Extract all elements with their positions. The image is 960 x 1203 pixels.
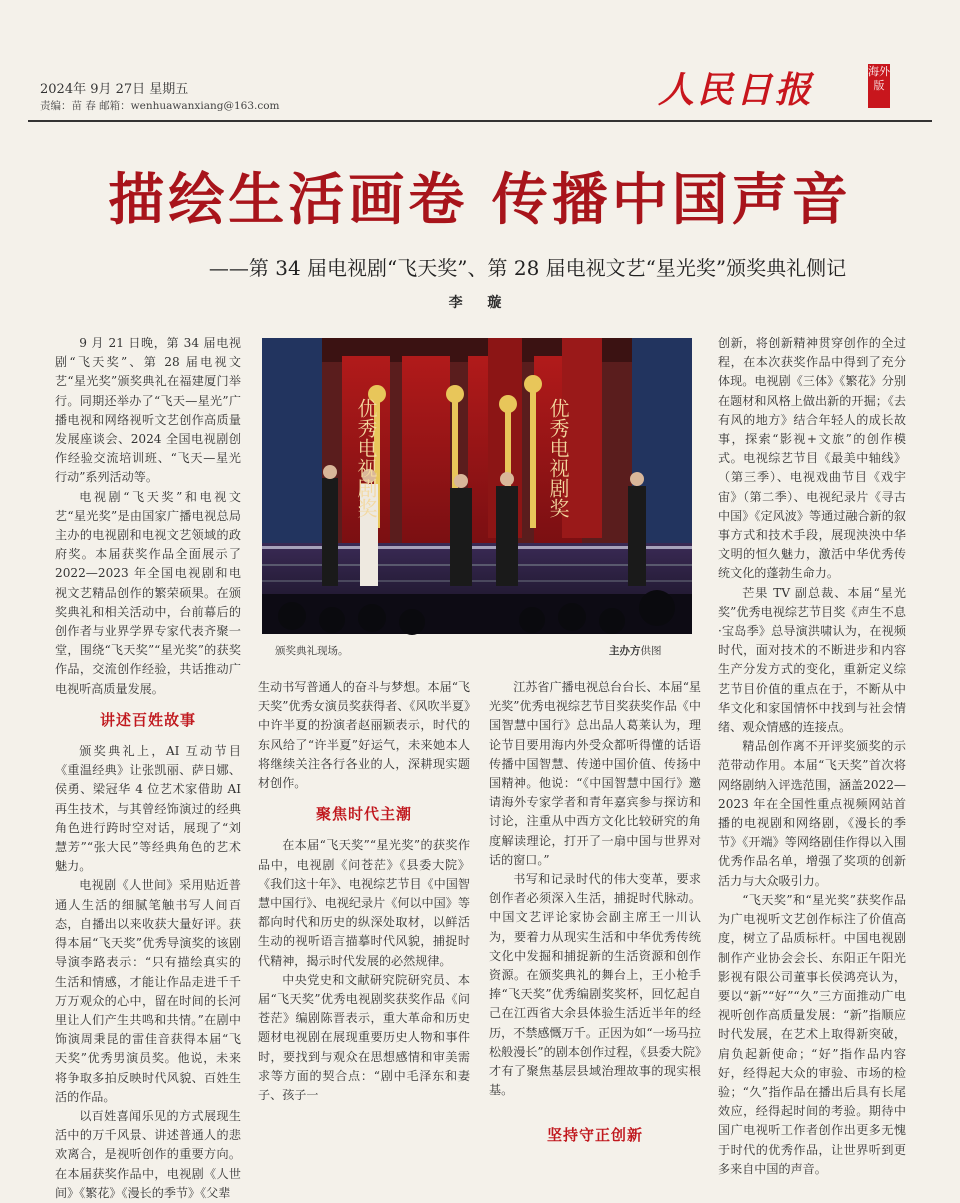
photo-caption: 颁奖典礼现场。	[275, 645, 349, 657]
paragraph: 以百姓喜闻乐见的方式展现生活中的万千风景、讲述普通人的悲欢离合，是视听创作的重要方向。在本届获奖作品中，电视剧《人世间》《繁花》《漫长的季节》《父辈	[55, 1108, 241, 1200]
ceremony-photo	[262, 338, 692, 634]
paragraph: 中央党史和文献研究院研究员、本届“飞天奖”优秀电视剧奖获奖作品《问苍茫》编剧陈晋表示，重大革命和历史题材电视剧在展现重要历史人物和事件时，要找到与观众在思想感情和审美需求等方面的契合点：“剧中毛泽东和妻子、孩子一	[258, 972, 470, 1103]
column-3	[489, 678, 701, 1118]
paragraph: 在本届“飞天奖”“星光奖”的获奖作品中，电视剧《问苍茫》《县委大院》《我们这十年》、电视综艺节目《中国智慧中国行》、电视纪录片《何以中国》等都向时代和历史的纵深处取材，以鲜活生动的视听语言描摹时代风貌，捕捉时代精神，揭示时代发展的必然规律。	[258, 838, 470, 968]
paragraph: 9 月 21 日晚，第 34 届电视剧“飞天奖”、第 28 届电视文艺“星光奖”颁奖典礼在福建厦门举行。同期还举办了“飞天—星光”广播电视和网络视听文艺创作高质量发展座谈会、2024 全国电视剧创作经验交流培训班、“飞天—星光行动”系列活动等。	[55, 336, 241, 485]
photo-credit-source: 主办方	[609, 645, 641, 657]
article-title: 描绘生活画卷 传播中国声音	[108, 167, 852, 233]
column-4	[718, 334, 906, 1176]
edition-badge: 海外版	[868, 64, 890, 108]
paragraph: 精品创作离不开评奖颁奖的示范带动作用。本届“飞天奖”首次将网络剧纳入评选范围，涵盖2022—2023 年在全国性重点视频网站首播的电视剧和网络剧，《漫长的季节》《开端》等网络剧佳作得以入围优秀作品名单，增强了奖项的创新活力与大众吸引力。	[718, 739, 906, 888]
article-author: 李 璇	[448, 295, 512, 311]
paragraph: “飞天奖”和“星光奖”获奖作品为广电视听文艺创作标注了价值高度，树立了品质标杆。中国电视剧制作产业协会会长、东阳正午阳光影视有限公司董事长侯鸿亮认为，要以“新”“好”“久”三方面推动广电视听创作高质量发展：“新”指顺应时代发展，在艺术上取得新突破，肩负起新使命；“好”指作品内容好，经得起大众的审验、市场的检验；“久”指作品在播出后具有长尾效应，经得起时间的考验。期待中国广电视听工作者创作出更多无愧于时代的优秀作品，让世界听到更多来自中国的声音。	[718, 892, 906, 1176]
newspaper-logo: 人民日报	[658, 69, 815, 111]
paragraph: 颁奖典礼上，AI 互动节目《重温经典》让张凯丽、萨日娜、侯勇、梁冠华 4 位艺术家借助 AI 再生技术，与其曾经饰演过的经典角色进行跨时空对话，展现了“刘慧芳”“张大民”等经典角色的艺术魅力。	[55, 744, 241, 874]
column-2	[258, 678, 470, 1154]
photo-credit	[609, 643, 662, 658]
column-1	[55, 334, 241, 1200]
paragraph: 电视剧“飞天奖”和电视文艺“星光奖”是由国家广播电视总局主办的电视剧和电视文艺领域的政府奖。本届获奖作品全面展示了2022—2023 年全国电视剧和电视文艺精品创作的繁荣硕果。在颁奖典礼和相关活动中，台前幕后的创作者与业界学界专家代表齐聚一堂，围绕“飞天奖”“星光奖”的获奖作品，交流创作经验，共话推动广电视听高质量发展。	[55, 489, 241, 696]
section-heading-2: 聚焦时代主潮	[315, 805, 412, 824]
section-heading-1: 讲述百姓故事	[99, 710, 196, 729]
banner-text-left: 优秀电视剧奖	[354, 398, 378, 518]
header-rule	[28, 120, 932, 122]
paragraph: 生动书写普通人的奋斗与梦想。本届“飞天奖”优秀女演员奖获得者、《风吹半夏》中许半夏的扮演者赵丽颖表示，时代的东风给了“许半夏”好运气，未来她本人将继续关注各行各业的人，深耕现实题材创作。	[258, 680, 470, 791]
editor-info: 责编：苗 春 邮箱：wenhuawanxiang@163.com	[40, 100, 280, 112]
section-heading-3: 坚持守正创新	[546, 1126, 643, 1144]
paragraph: 书写和记录时代的伟大变革，要求创作者必须深入生活，捕捉时代脉动。中国文艺评论家协会副主席王一川认为，要着力从现实生活和中华优秀传统文化中发掘和捕捉新的生活资源和创作资源。在颁奖典礼的舞台上，王小枪手捧“飞天奖”优秀编剧奖奖杯，回忆起自己在江西省大余县体验生活近半年的经历，不禁感慨万千。正因为如“一场马拉松般漫长”的剧本创作过程，《县委大院》才有了聚焦基层县域治理故事的现实根基。	[489, 872, 701, 1098]
paragraph: 江苏省广播电视总台台长、本届“星光奖”优秀电视综艺节目奖获奖作品《中国智慧中国行》总出品人葛莱认为，理论节目要用海内外受众都听得懂的话语传播中国智慧、传递中国价值、传扬中国精神。他说：“《中国智慧中国行》邀请海外专家学者和青年嘉宾参与探访和讨论，注重从中西方文化比较研究的角度解读理论，打开了一扇中国与世界对话的窗口。”	[489, 680, 701, 867]
ceremony-photo-art	[262, 338, 692, 634]
paragraph: 芒果 TV 副总裁、本届“星光奖”优秀电视综艺节目奖《声生不息·宝岛季》总导演洪啸认为，在视频时代，面对技术的不断进步和内容生产分发方式的变化，重新定义综艺节目价值的重点在于，不断从中华文化和家国情怀中找到与社会情绪、观众情感的连接点。	[718, 585, 906, 735]
paragraph: 创新，将创新精神贯穿创作的全过程，在本次获奖作品中得到了充分体现。电视剧《三体》《繁花》分别在题材和风格上做出新的开掘；《去有风的地方》结合年轻人的成长故事，探索“影视+文旅”的创作模式。电视综艺节目《最美中轴线》（第三季）、电视戏曲节目《戏宇宙》（第二季）、电视纪录片《寻古中国》《定风波》等通过融合新的叙事方式和技术手段，展现泱泱中华文明的恒久魅力，激活中华优秀传统文化的蓬勃生命力。	[718, 336, 906, 581]
paragraph: 电视剧《人世间》采用贴近普通人生活的细腻笔触书写人间百态，自播出以来收获大量好评。获得本届“飞天奖”优秀导演奖的该剧导演李路表示：“只有描绘真实的生活和情感，才能让作品走进千千万万观众的心中，留在时间的长河里让人们产生共鸣和共情。”在剧中饰演周秉昆的雷佳音获得本届“飞天奖”优秀男演员奖。他说，未来将争取多拍反映时代风貌、百姓生活的作品。	[55, 878, 241, 1104]
article-subtitle: ——第 34 届电视剧“飞天奖”、第 28 届电视文艺“星光奖”颁奖典礼侧记	[208, 256, 847, 280]
issue-date: 2024年 9月 27日 星期五	[40, 82, 189, 97]
banner-text-right: 优秀电视剧奖	[546, 398, 570, 518]
photo-credit-suffix: 供图	[640, 645, 662, 657]
